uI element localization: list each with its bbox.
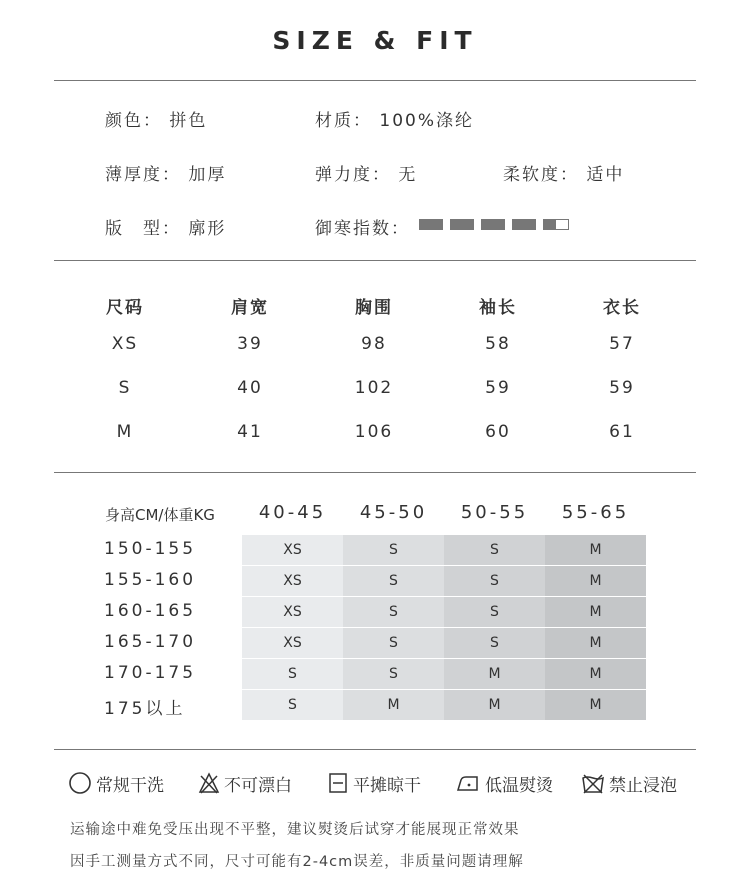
wash-circle-icon [68,771,92,795]
warmth-segment [481,219,505,230]
warmth-segment [543,219,569,230]
warmth-segment [419,219,443,230]
size-recommend-cell: S [343,659,444,689]
height-range: 150-155 [104,539,197,559]
height-range: 165-170 [104,632,197,652]
size-recommend-cell: S [343,628,444,658]
page-title: SIZE & FIT [272,26,478,55]
size-table-cell: M [116,422,134,442]
weight-range: 45-50 [359,502,428,523]
care-item-dry [327,770,421,796]
divider [54,749,696,750]
size-table-cell: XS [111,334,139,354]
attr-thickness: 薄厚度： 加厚 [105,165,227,185]
size-recommend-cell: S [343,597,444,627]
size-recommend-cell: S [444,566,545,596]
size-table-cell: 98 [361,334,387,354]
care-item-soak [581,770,677,796]
care-label: 不可漂白 [224,775,292,796]
no-bleach-icon [198,771,220,795]
size-table-cell: S [118,378,132,398]
care-label: 禁止浸泡 [609,775,677,796]
divider [54,260,696,261]
size-recommend-cell: XS [242,628,343,658]
size-recommend-cell: M [343,690,444,720]
size-table-header: 尺码 [106,298,144,318]
size-table-cell: 60 [485,422,511,442]
size-recommend-cell: S [444,535,545,565]
size-table-header: 衣长 [603,298,641,318]
size-recommend-cell: XS [242,597,343,627]
attr-elasticity: 弹力度： 无 [315,165,418,185]
size-table-cell: 41 [237,422,263,442]
size-recommend-cell: M [545,690,646,720]
note-line: 运输途中难免受压出现不平整，建议熨烫后试穿才能展现正常效果 [70,822,520,838]
note-line: 因手工测量方式不同，尺寸可能有2-4cm误差，非质量问题请理解 [70,854,524,870]
size-table-cell: 59 [609,378,635,398]
size-recommend-cell: S [242,659,343,689]
size-table-cell: 59 [485,378,511,398]
size-table-cell: 40 [237,378,263,398]
care-label: 常规干洗 [96,775,164,796]
size-recommend-cell: M [545,597,646,627]
size-table-header: 袖长 [479,298,517,318]
weight-range: 55-65 [561,502,630,523]
size-recommend-cell: M [545,535,646,565]
height-range: 175以上 [104,699,186,719]
size-recommend-cell: S [242,690,343,720]
height-weight-label: 身高CM/体重KG [105,506,215,524]
size-table-header: 肩宽 [231,298,269,318]
warmth-segment [512,219,536,230]
size-table-cell: 102 [354,378,394,398]
no-soak-icon [581,771,605,795]
size-recommend-cell: M [545,628,646,658]
care-item-bleach [198,770,292,796]
size-recommend-cell: S [343,566,444,596]
size-table-cell: 106 [354,422,394,442]
divider [54,472,696,473]
size-recommend-cell: M [444,659,545,689]
attr-warmth-label: 御寒指数： [315,219,410,239]
height-range: 160-165 [104,601,197,621]
care-item-wash [68,770,164,796]
care-item-iron [455,770,553,796]
size-recommend-cell: XS [242,535,343,565]
size-recommend-cell: M [545,566,646,596]
iron-low-icon [455,771,481,795]
attr-material: 材质： 100%涤纶 [315,111,475,131]
size-recommend-cell: M [545,659,646,689]
attr-color: 颜色： 拼色 [105,111,208,131]
size-recommend-cell: S [343,535,444,565]
size-recommend-cell: S [444,597,545,627]
size-recommend-cell: M [444,690,545,720]
size-recommend-cell: S [444,628,545,658]
size-table-cell: 61 [609,422,635,442]
size-table-header: 胸围 [355,298,393,318]
size-table-cell: 57 [609,334,635,354]
care-label: 平摊晾干 [353,775,421,796]
attr-fit: 版 型： 廓形 [105,219,227,239]
weight-range: 50-55 [460,502,529,523]
size-recommend-cell: XS [242,566,343,596]
weight-range: 40-45 [258,502,327,523]
attr-softness: 柔软度： 适中 [503,165,625,185]
size-table-cell: 58 [485,334,511,354]
height-range: 170-175 [104,663,197,683]
care-label: 低温熨烫 [485,775,553,796]
size-table-cell: 39 [237,334,263,354]
height-range: 155-160 [104,570,197,590]
divider [54,80,696,81]
warmth-segment [450,219,474,230]
dry-flat-icon [327,771,349,795]
